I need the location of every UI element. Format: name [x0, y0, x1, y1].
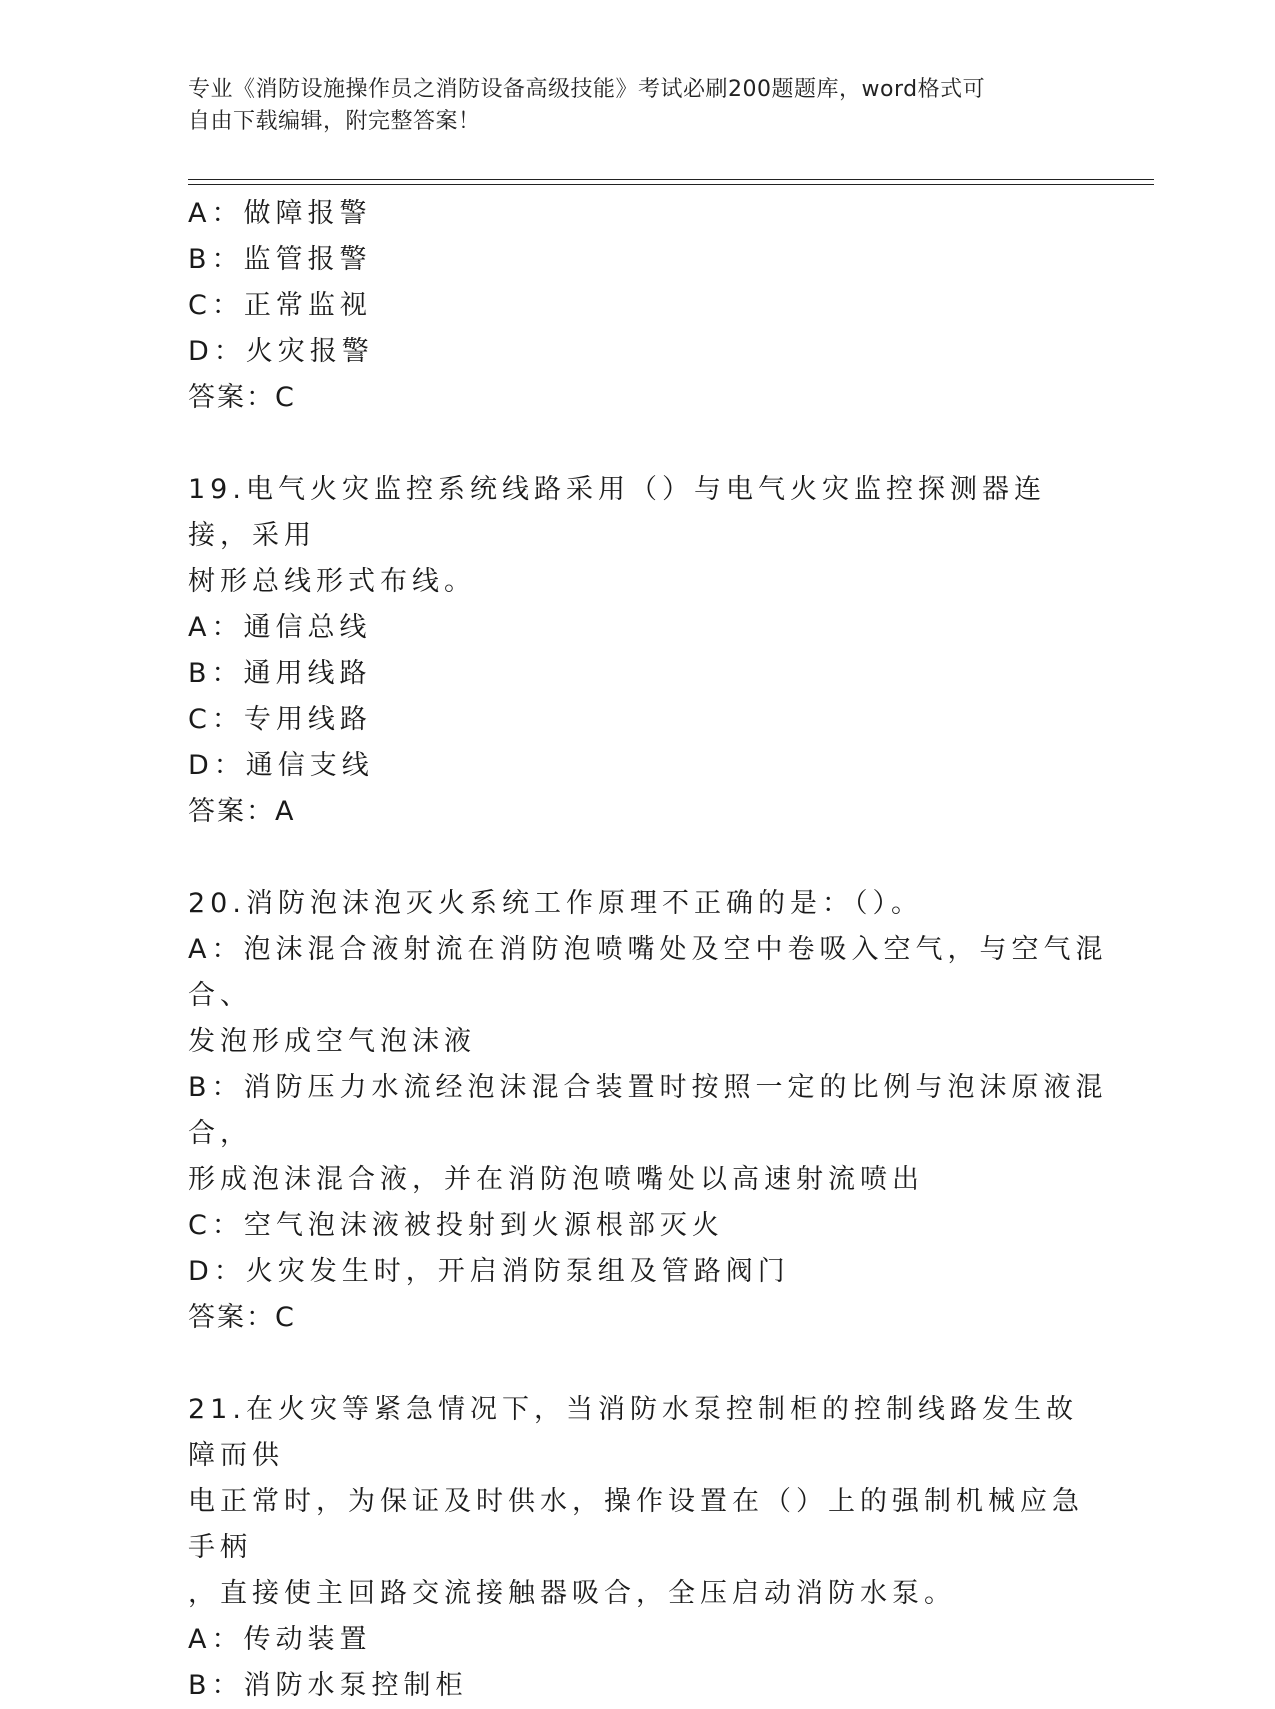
- option-d: D：火灾发生时，开启消防泵组及管路阀门: [188, 1256, 790, 1287]
- header-line-1: 专业《消防设施操作员之消防设备高级技能》考试必刷200题题库，word格式可: [188, 77, 986, 102]
- question-block-18: [188, 191, 1108, 421]
- option-c: C：空气泡沫液被投射到火源根部灭火: [188, 1210, 724, 1241]
- header-line-2: 自由下载编辑，附完整答案！: [188, 109, 481, 134]
- option-b: B：通用线路: [188, 658, 372, 689]
- question-text-line: 电正常时，为保证及时供水，操作设置在（）上的强制机械应急手柄: [188, 1486, 1084, 1563]
- option-b: B：消防压力水流经泡沫混合装置时按照一定的比例与泡沫原液混合，: [188, 1072, 1108, 1149]
- option-a-continued: 发泡形成空气泡沫液: [188, 1026, 476, 1057]
- option-a: A：做障报警: [188, 198, 372, 229]
- option-d: D：火灾报警: [188, 336, 374, 367]
- question-block-19: [188, 467, 1108, 835]
- option-a: A：传动装置: [188, 1624, 372, 1655]
- option-b: B：监管报警: [188, 244, 372, 275]
- answer-line: 答案：C: [188, 382, 296, 413]
- option-c: C：专用线路: [188, 704, 372, 735]
- option-a: A：通信总线: [188, 612, 372, 643]
- header-divider-top: [188, 179, 1154, 180]
- question-text-line: ，直接使主回路交流接触器吸合，全压启动消防水泵。: [188, 1578, 956, 1609]
- answer-line: 答案：A: [188, 796, 296, 827]
- block-spacer: [188, 421, 1108, 467]
- question-text-line: 树形总线形式布线。: [188, 566, 476, 597]
- option-c: C：正常监视: [188, 290, 372, 321]
- document-header: [188, 74, 1088, 138]
- option-d: D：通信支线: [188, 750, 374, 781]
- block-spacer: [188, 1341, 1108, 1387]
- option-b: B：消防水泵控制柜: [188, 1670, 468, 1701]
- question-block-20: [188, 881, 1108, 1341]
- option-a: A：泡沫混合液射流在消防泡喷嘴处及空中卷吸入空气，与空气混合、: [188, 934, 1108, 1011]
- answer-line: 答案：C: [188, 1302, 296, 1333]
- question-text-line: 19.电气火灾监控系统线路采用（）与电气火灾监控探测器连接，采用: [188, 474, 1046, 551]
- question-block-21: [188, 1387, 1108, 1709]
- header-divider-bottom: [188, 184, 1154, 185]
- block-spacer: [188, 835, 1108, 881]
- question-text-line: 20.消防泡沫泡灭火系统工作原理不正确的是：（）。: [188, 888, 923, 919]
- question-text-line: 21.在火灾等紧急情况下，当消防水泵控制柜的控制线路发生故障而供: [188, 1394, 1078, 1471]
- question-list: [188, 191, 1108, 1709]
- option-b-continued: 形成泡沫混合液，并在消防泡喷嘴处以高速射流喷出: [188, 1164, 924, 1195]
